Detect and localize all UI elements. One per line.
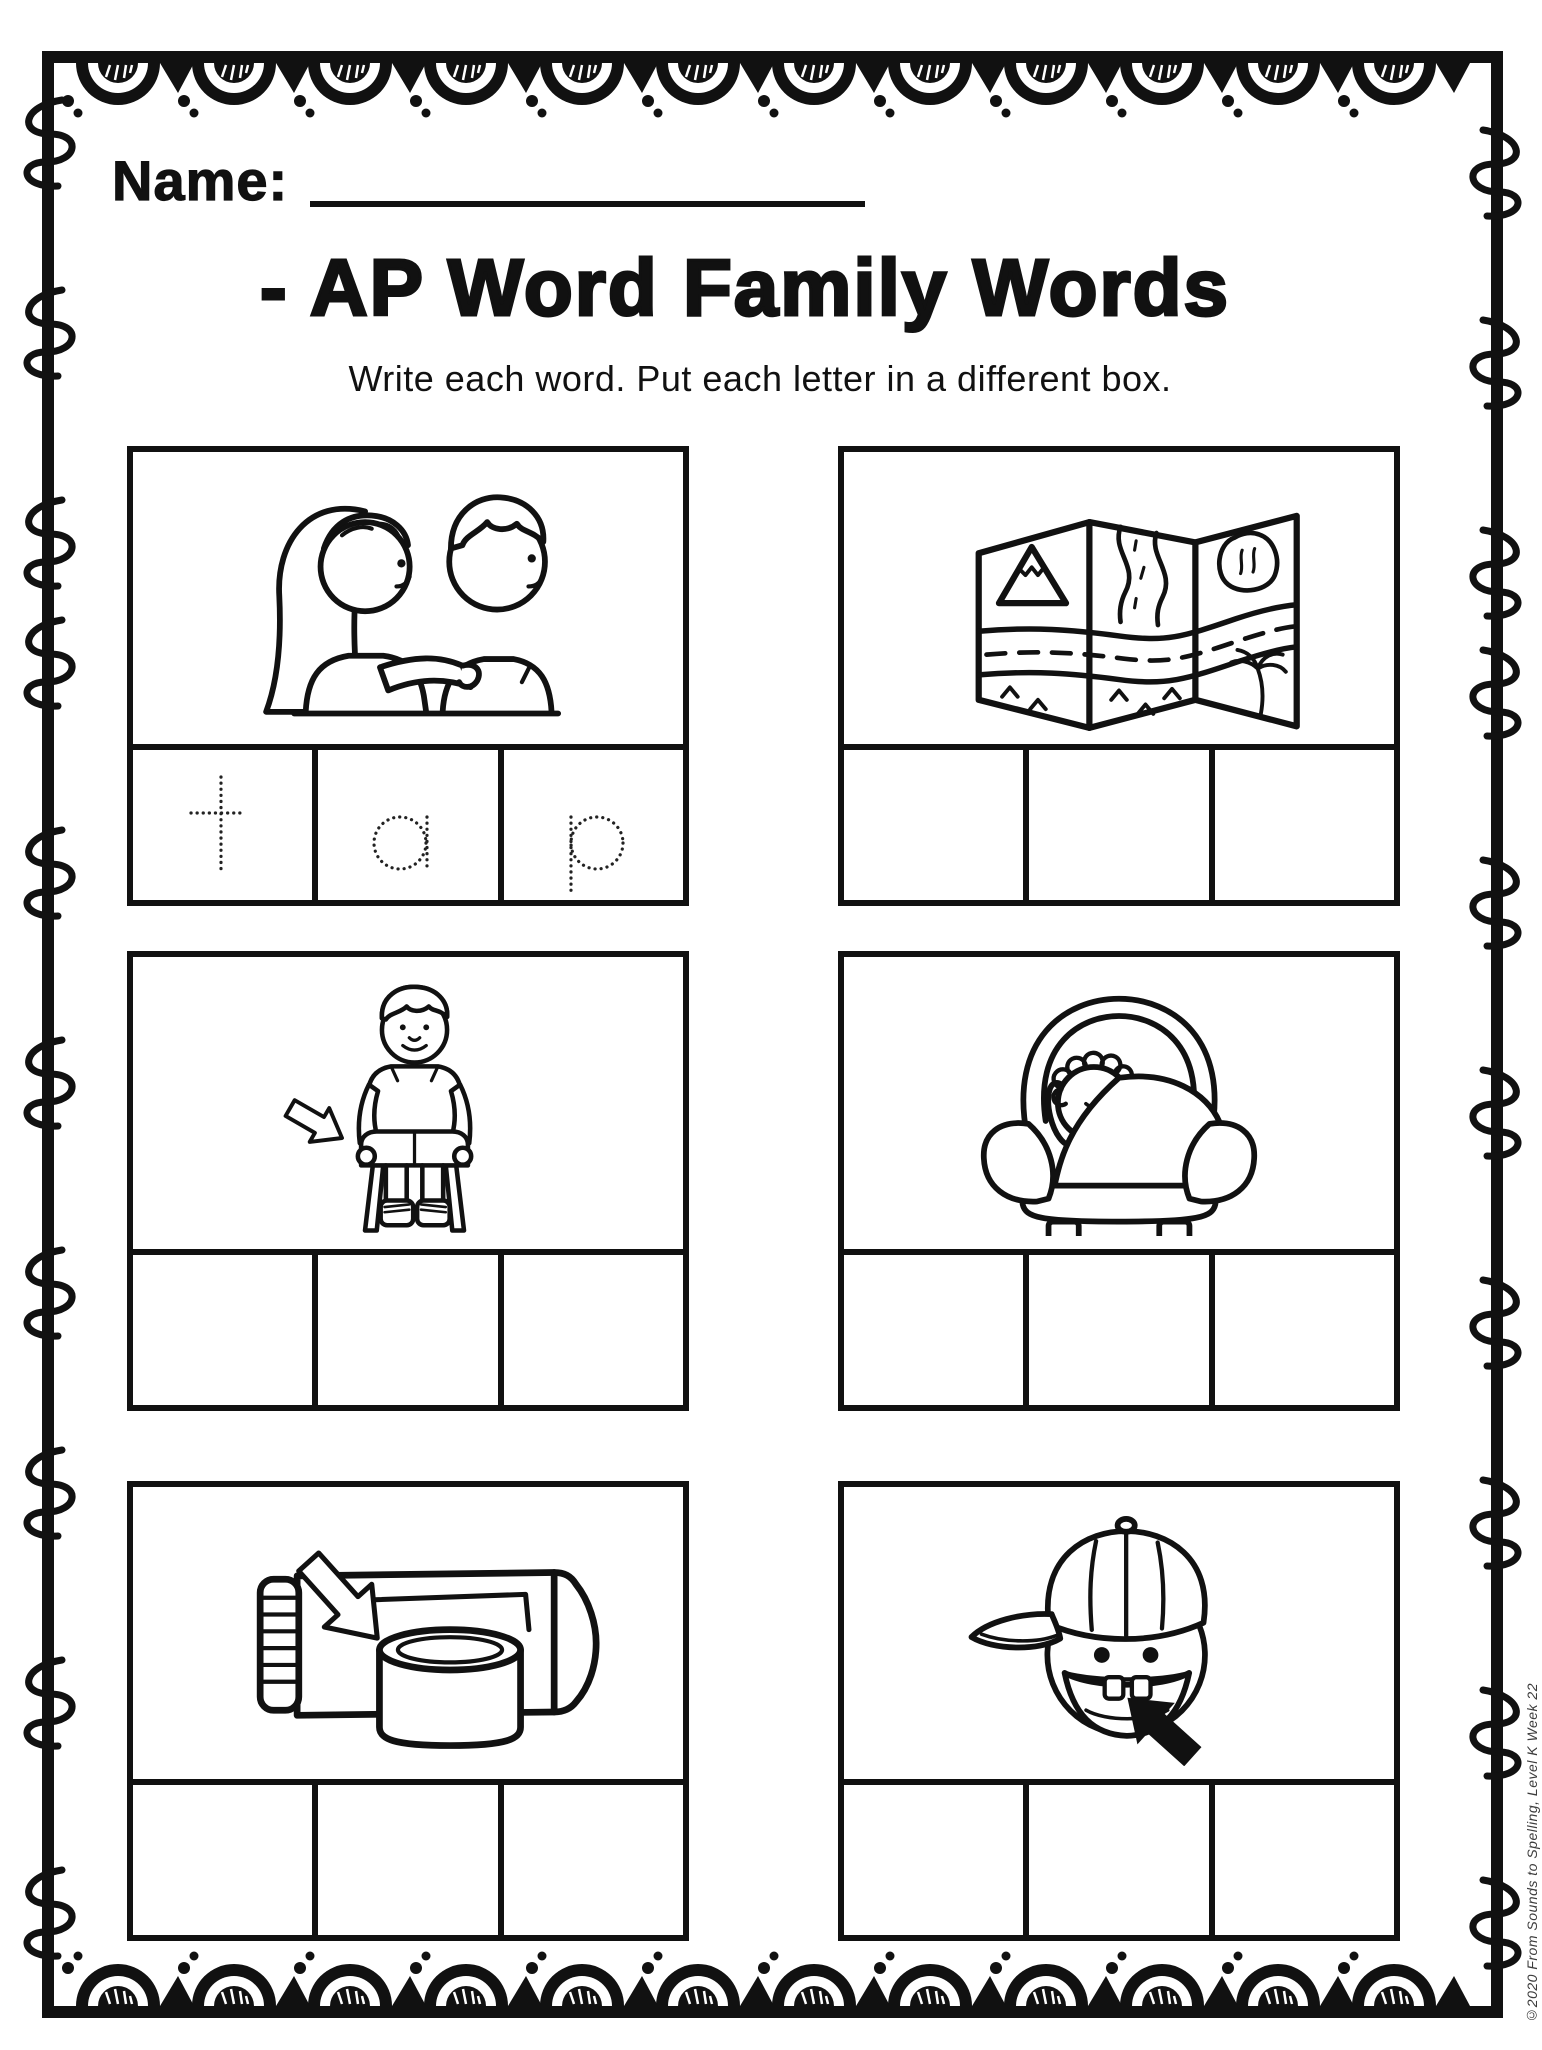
word-card-nap bbox=[838, 951, 1400, 1411]
letter-cell[interactable] bbox=[133, 1255, 318, 1405]
block-arrow bbox=[280, 1091, 351, 1155]
traced-letter-p bbox=[543, 755, 643, 895]
picture-box bbox=[838, 446, 1400, 750]
picture-box bbox=[127, 446, 689, 750]
folded-map-picture bbox=[924, 466, 1314, 731]
word-card-tap bbox=[127, 446, 689, 906]
word-card-gap bbox=[838, 1481, 1400, 1941]
letter-cell[interactable] bbox=[1215, 1785, 1394, 1935]
kids-tap-shoulder-picture bbox=[218, 466, 598, 730]
letter-cell[interactable] bbox=[844, 750, 1029, 900]
word-card-map bbox=[838, 446, 1400, 906]
instructions-text: Write each word. Put each letter in a different box. bbox=[348, 358, 1172, 399]
letter-cell[interactable] bbox=[504, 1785, 683, 1935]
name-row bbox=[112, 148, 865, 213]
word-card-cap bbox=[127, 1481, 689, 1941]
picture-box bbox=[127, 1481, 689, 1785]
letter-cell[interactable] bbox=[1029, 1255, 1214, 1405]
child-napping-armchair-picture bbox=[939, 970, 1299, 1236]
letter-cell[interactable] bbox=[844, 1255, 1029, 1405]
face-cap-tooth-gap-arrow-picture bbox=[954, 1501, 1284, 1766]
letter-boxes bbox=[127, 1255, 689, 1411]
letter-cell[interactable] bbox=[318, 1785, 503, 1935]
picture-box bbox=[838, 1481, 1400, 1785]
marker-with-cap-arrow-picture bbox=[198, 1507, 618, 1759]
letter-cell[interactable] bbox=[1215, 1255, 1394, 1405]
letter-boxes bbox=[838, 750, 1400, 906]
letter-boxes bbox=[838, 1785, 1400, 1941]
letter-cell[interactable] bbox=[844, 1785, 1029, 1935]
letter-cell[interactable] bbox=[318, 1255, 503, 1405]
name-label: Name: bbox=[112, 149, 289, 212]
letter-boxes bbox=[127, 1785, 689, 1941]
letter-cell[interactable] bbox=[318, 750, 503, 900]
letter-boxes bbox=[127, 750, 689, 906]
letter-cell[interactable] bbox=[1215, 750, 1394, 900]
letter-cell[interactable] bbox=[1029, 750, 1214, 900]
name-line[interactable] bbox=[310, 199, 865, 207]
letter-cell[interactable] bbox=[133, 1785, 318, 1935]
picture-box bbox=[127, 951, 689, 1255]
picture-box bbox=[838, 951, 1400, 1255]
letter-cell[interactable] bbox=[133, 750, 318, 900]
copyright-credit: ©2020 From Sounds to Spelling, Level K Week 22 bbox=[1524, 1683, 1540, 2024]
letter-boxes bbox=[838, 1255, 1400, 1411]
word-card-lap bbox=[127, 951, 689, 1411]
letter-cell[interactable] bbox=[1029, 1785, 1214, 1935]
letter-cell[interactable] bbox=[504, 1255, 683, 1405]
letter-cell[interactable] bbox=[504, 750, 683, 900]
traced-letter-a bbox=[358, 755, 458, 895]
traced-letter-t bbox=[173, 755, 273, 895]
boy-sitting-lap-arrow-picture bbox=[258, 970, 558, 1237]
page-title: - AP Word Family Words bbox=[259, 243, 1231, 332]
